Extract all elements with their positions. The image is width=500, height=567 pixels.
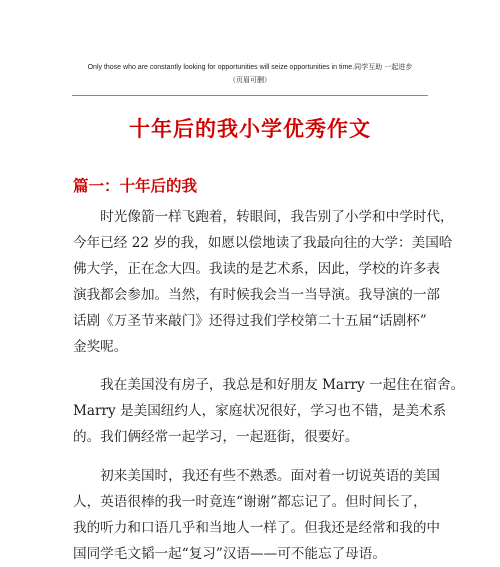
- header-motto-english: Only those who are constantly looking for opportunities will seize opportunities in time.: [87, 64, 355, 71]
- paragraph-line: 金奖呢。: [73, 339, 128, 355]
- header-subnote: （页眉可删）: [229, 76, 271, 84]
- paragraph-3: [73, 463, 445, 567]
- paragraph-1: [73, 204, 454, 360]
- header-divider: [72, 95, 428, 96]
- paragraph-line: 今年已经 22 岁的我，如愿以偿地读了我最向往的大学：美国哈: [73, 235, 453, 251]
- paragraph-2: [73, 372, 465, 450]
- paragraph-line: 时光像箭一样飞跑着，转眼间，我告别了小学和中学时代，: [73, 209, 454, 225]
- paragraph-line: 我在美国没有房子，我总是和好朋友 Marry 一起住在宿舍。: [73, 377, 465, 393]
- paragraph-line: 话剧《万圣节来敲门》还得过我们学校第二十五届“话剧杯”: [73, 313, 427, 329]
- paragraph-line: 人，英语很棒的我一时竟连“谢谢”都忘记了。但时间长了，: [73, 494, 427, 510]
- paragraph-line: Marry 是美国纽约人，家庭状况很好，学习也不错，是美术系: [73, 403, 447, 419]
- paragraph-line: 国同学毛文韬一起“复习”汉语——可不能忘了母语。: [73, 546, 386, 562]
- paragraph-line: 我的听力和口语几乎和当地人一样了。但我还是经常和我的中: [73, 520, 441, 536]
- header-motto-chinese: 同学互助 一起进步: [354, 63, 413, 71]
- paragraph-line: 初来美国时，我还有些不熟悉。面对着一切说英语的美国: [73, 468, 441, 484]
- paragraph-line: 的。我们俩经常一起学习，一起逛街，很要好。: [73, 429, 359, 445]
- document-title: 十年后的我小学优秀作文: [129, 116, 371, 141]
- page-header-motto: [0, 62, 500, 72]
- paragraph-line: 演我都会参加。当然，有时候我会当一当导演。我导演的一部: [73, 287, 441, 303]
- section-heading: 篇一：十年后的我: [73, 176, 198, 195]
- paragraph-line: 佛大学，正在念大四。我读的是艺术系，因此，学校的许多表: [73, 261, 441, 277]
